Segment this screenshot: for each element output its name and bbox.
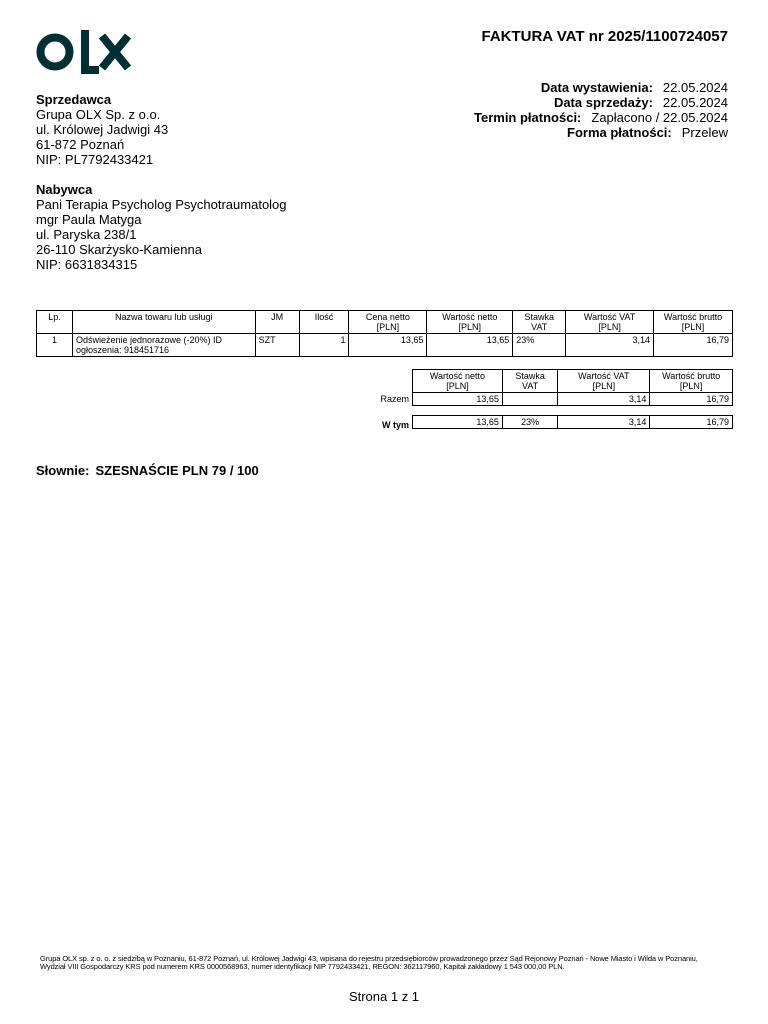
wtym-row	[413, 416, 733, 429]
col-qty: Ilość	[299, 311, 349, 334]
header-line: [PLN]	[592, 381, 616, 391]
page-number: Strona 1 z 1	[348, 989, 420, 1004]
cell-lp: 1	[37, 334, 73, 357]
col-vat-rate	[513, 311, 566, 334]
table-row	[37, 334, 733, 357]
col-name: Nazwa towaru lub usługi	[72, 311, 255, 334]
header-line: Wartość netto	[429, 371, 486, 381]
col-vat-value	[566, 311, 654, 334]
cell-jm: SZT	[255, 334, 299, 357]
buyer-line: ul. Paryska 238/1	[36, 227, 137, 242]
words-label: Słownie:	[36, 463, 90, 478]
sum-col-vat-value	[558, 370, 650, 393]
meta-label: Forma płatności:	[567, 125, 672, 140]
col-net-price	[349, 311, 427, 334]
name-line: Odświeżenie jednorazowe (-20%) ID	[75, 335, 223, 345]
header-line: Stawka	[515, 371, 545, 381]
buyer-block	[36, 182, 287, 272]
sum-col-net-value	[413, 370, 503, 393]
meta-value: Przelew	[681, 125, 728, 140]
seller-line: Grupa OLX Sp. z o.o.	[36, 107, 161, 122]
buyer-heading: Nabywca	[36, 182, 93, 197]
razem-net-value: 13,65	[413, 393, 503, 406]
invoice-meta	[474, 80, 728, 140]
buyer-line: NIP: 6631834315	[36, 257, 138, 272]
header-line: [PLN]	[458, 322, 482, 332]
razem-row	[413, 393, 733, 406]
meta-value: Zapłacono / 22.05.2024	[591, 110, 728, 125]
seller-line: 61-872 Poznań	[36, 137, 125, 152]
meta-value: 22.05.2024	[662, 95, 728, 110]
meta-label: Data wystawienia:	[540, 80, 653, 95]
col-lp: Lp.	[37, 311, 73, 334]
seller-heading: Sprzedawca	[36, 92, 112, 107]
cell-net-price: 13,65	[349, 334, 427, 357]
header-line: Wartość brutto	[662, 371, 721, 381]
header-line: Stawka	[524, 312, 554, 322]
header-line: [PLN]	[598, 322, 621, 332]
wtym-label: W tym	[382, 420, 409, 430]
header-line: [PLN]	[446, 381, 469, 391]
header-line: [PLN]	[376, 322, 400, 332]
header-line: [PLN]	[681, 322, 705, 332]
col-jm: JM	[255, 311, 299, 334]
name-line: ogłoszenia: 918451716	[75, 345, 170, 355]
wtym-gross-value: 16,79	[650, 416, 733, 429]
header-line: Wartość netto	[442, 312, 498, 322]
olx-logo	[36, 27, 132, 77]
meta-value: 22.05.2024	[662, 80, 728, 95]
sum-col-gross-value	[650, 370, 733, 393]
spacer-row	[413, 406, 733, 416]
wtym-vat-value: 3,14	[558, 416, 650, 429]
seller-line: ul. Królowej Jadwigi 43	[36, 122, 169, 137]
header-line: VAT	[531, 322, 548, 332]
razem-vat-rate	[502, 393, 557, 406]
items-table	[36, 310, 733, 357]
meta-label: Data sprzedaży:	[553, 95, 653, 110]
cell-vat-value: 3,14	[566, 334, 654, 357]
summary-header-row	[413, 370, 733, 393]
cell-name	[72, 334, 255, 357]
summary-table	[412, 369, 733, 429]
wtym-vat-rate: 23%	[502, 416, 557, 429]
legal-footer: Grupa OLX sp. z o. o. z siedzibą w Poznaniu, 61-872 Poznań, ul. Królowej Jadwigi 43, wpisana do rejestru przedsiębiorców prowadzonego przez Sąd Rejonowy Poznań - Nowe Miasto i Wilda w Poznaniu, Wydział VIII Gospodarczy KRS pod numerem KRS 0000568963, numer identyfikacji NIP 7792433421, REGON: 362117960, Kapitał zakładowy 1 543 000,00 PLN.	[40, 954, 698, 971]
cell-net-value: 13,65	[427, 334, 513, 357]
seller-line: NIP: PL7792433421	[36, 152, 154, 167]
sum-col-vat-rate	[502, 370, 557, 393]
meta-label: Termin płatności:	[474, 110, 582, 125]
cell-gross-value: 16,79	[654, 334, 733, 357]
payment-method-row	[474, 125, 728, 140]
words-value: SZESNAŚCIE PLN 79 / 100	[95, 463, 259, 478]
olx-logo-icon	[36, 27, 132, 77]
razem-label: Razem	[380, 394, 409, 404]
sale-date-row	[474, 95, 728, 110]
payment-term-row	[474, 110, 728, 125]
buyer-line: Pani Terapia Psycholog Psychotraumatolog	[36, 197, 287, 212]
seller-block	[36, 92, 168, 167]
cell-vat-rate: 23%	[513, 334, 566, 357]
invoice-title: FAKTURA VAT nr 2025/1100724057	[481, 28, 728, 45]
buyer-line: 26-110 Skarżysko-Kamienna	[36, 242, 202, 257]
col-net-value	[427, 311, 513, 334]
amount-in-words	[36, 463, 259, 478]
header-line: Wartość VAT	[583, 312, 636, 322]
header-line: Wartość VAT	[578, 371, 630, 381]
header-line: Cena netto	[365, 312, 410, 322]
col-gross-value	[654, 311, 733, 334]
razem-vat-value: 3,14	[558, 393, 650, 406]
issue-date-row	[474, 80, 728, 95]
header-line: [PLN]	[679, 381, 703, 391]
cell-qty: 1	[299, 334, 349, 357]
wtym-net-value: 13,65	[413, 416, 503, 429]
header-line: Wartość brutto	[663, 312, 723, 322]
buyer-line: mgr Paula Matyga	[36, 212, 142, 227]
header-line: VAT	[522, 381, 539, 391]
table-header-row	[37, 311, 733, 334]
spacer-cell	[413, 406, 733, 416]
razem-gross-value: 16,79	[650, 393, 733, 406]
